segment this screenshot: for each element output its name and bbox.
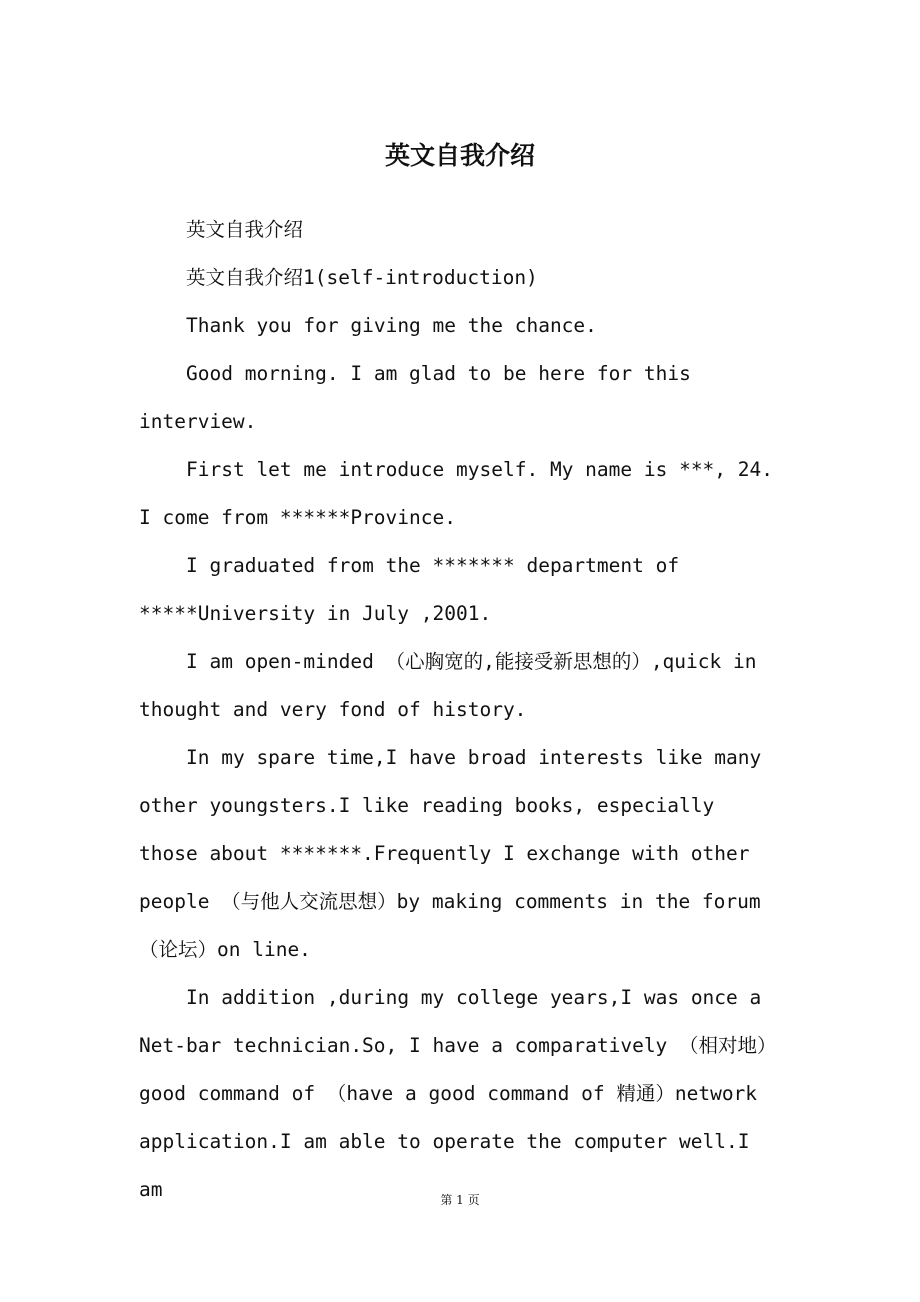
paragraph-introduction: First let me introduce myself. My name is ***, 24. I come from ******Province. <box>139 458 773 529</box>
page-number: 第 1 页 <box>440 1193 480 1207</box>
paragraph-experience: In addition ,during my college years,I was once a Net-bar technician.So, I have a comparatively （相对地）good command of （have a good command of 精通）network application.I am able to operate the computer well.I am <box>139 986 777 1201</box>
paragraph-education: I graduated from the ******* department of *****University in July ,2001. <box>139 554 680 625</box>
paragraph-personality: I am open-minded （心胸宽的,能接受新思想的）,quick in thought and very fond of history. <box>139 650 757 721</box>
paragraph-subheading: 英文自我介绍1(self-introduction) <box>186 266 538 289</box>
document-body <box>139 206 784 1214</box>
paragraph-thanks: Thank you for giving me the chance. <box>186 314 597 337</box>
document-title: 英文自我介绍 <box>384 141 535 170</box>
paragraph-heading: 英文自我介绍 <box>186 218 304 241</box>
paragraph-interests: In my spare time,I have broad interests like many other youngsters.I like reading books, especially those about *******.Frequently I exchange with other people （与他人交流思想）by making comments in the forum （论坛）on line. <box>139 746 762 961</box>
paragraph-greeting: Good morning. I am glad to be here for this interview. <box>139 362 691 433</box>
